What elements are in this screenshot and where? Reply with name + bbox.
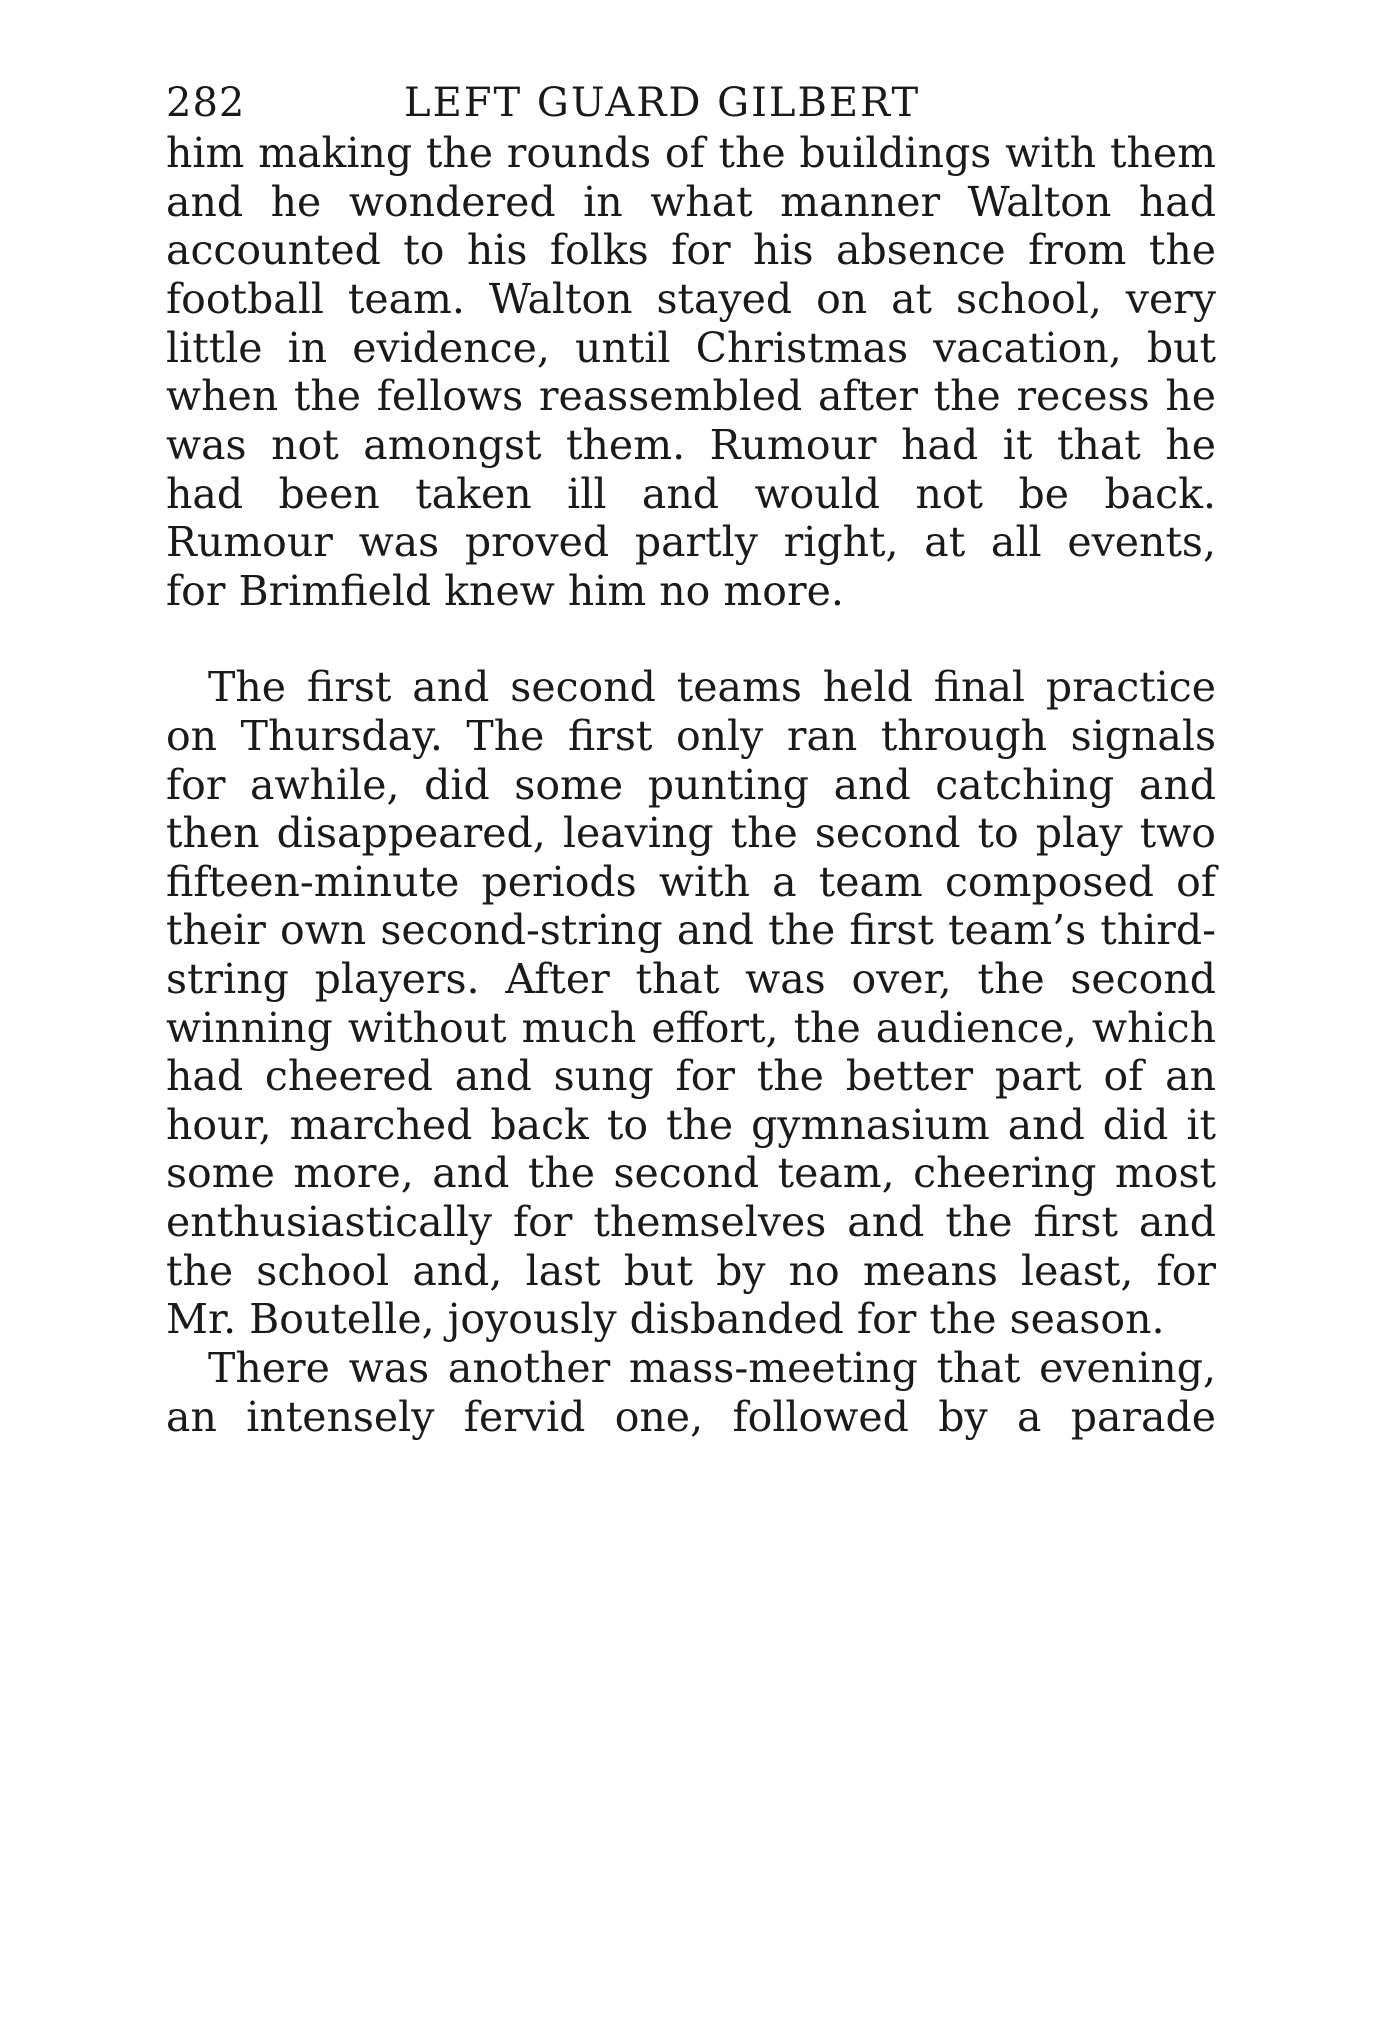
text-line: on Thursday. The first only ran through signals <box>166 712 1216 760</box>
text-line: some more, and the second team, cheering most <box>166 1149 1216 1197</box>
text-line: winning without much effort, the audience, which <box>166 1004 1216 1052</box>
text-line: Mr. Boutelle, joyously disbanded for the season. <box>166 1295 1165 1343</box>
text-line: football team. Walton stayed on at school, very <box>166 275 1216 323</box>
text-line: their own second-string and the first team’s third- <box>166 906 1216 954</box>
text-line: for awhile, did some punting and catching and <box>166 761 1216 809</box>
page-number: 282 <box>166 80 246 126</box>
text-line: an intensely fervid one, followed by a parade <box>166 1393 1216 1441</box>
text-line: little in evidence, until Christmas vacation, but <box>166 324 1216 372</box>
text-line: had been taken ill and would not be back. <box>166 470 1216 518</box>
text-line: for Brimfield knew him no more. <box>166 567 844 615</box>
text-line: when the fellows reassembled after the recess he <box>166 372 1216 420</box>
text-line: The first and second teams held final practice <box>208 663 1216 711</box>
running-head: LEFT GUARD GILBERT <box>404 80 921 126</box>
text-line: was not amongst them. Rumour had it that he <box>166 421 1216 469</box>
text-line: There was another mass-meeting that evening, <box>208 1344 1216 1392</box>
text-line: and he wondered in what manner Walton had <box>166 178 1216 226</box>
text-line: hour, marched back to the gymnasium and did it <box>166 1101 1216 1149</box>
text-line: fifteen-minute periods with a team composed of <box>166 858 1216 906</box>
text-line: the school and, last but by no means least, for <box>166 1247 1216 1295</box>
text-line: Rumour was proved partly right, at all events, <box>166 518 1216 566</box>
text-line: accounted to his folks for his absence from the <box>166 226 1216 274</box>
text-line: then disappeared, leaving the second to play two <box>166 809 1216 857</box>
text-line: had cheered and sung for the better part of an <box>166 1052 1216 1100</box>
text-line: enthusiastically for themselves and the first and <box>166 1198 1216 1246</box>
text-line: him making the rounds of the buildings with them <box>166 129 1216 177</box>
text-line: string players. After that was over, the second <box>166 955 1216 1003</box>
